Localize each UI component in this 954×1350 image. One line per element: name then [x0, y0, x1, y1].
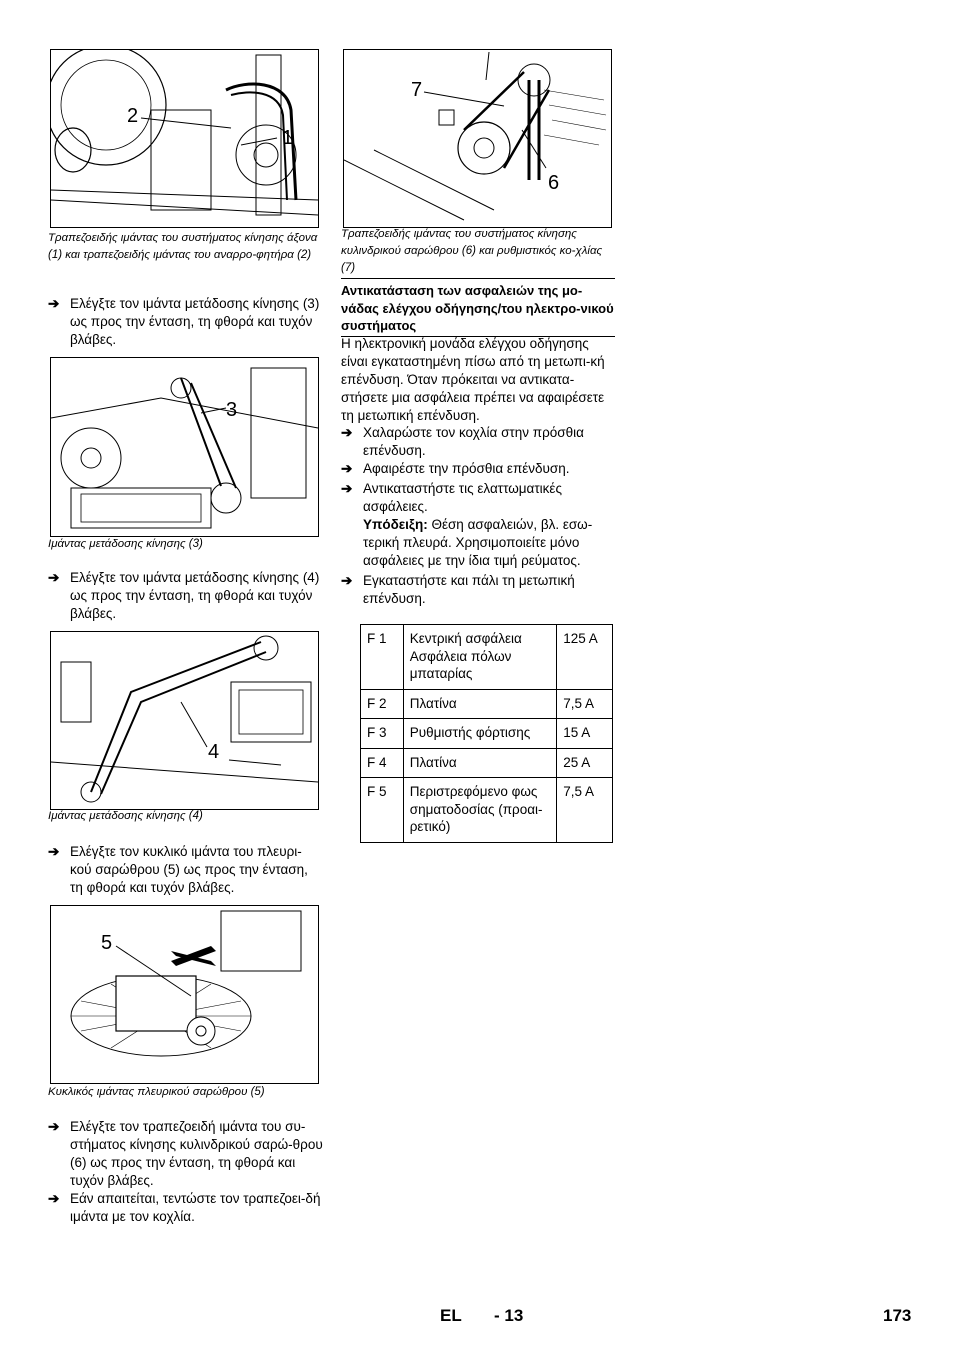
side-broom-illustration	[51, 906, 318, 1083]
fuse-id: F 1	[361, 625, 404, 690]
instruction-step: ➔ Αφαιρέστε την πρόσθια επένδυση.	[341, 461, 570, 476]
callout-5: 5	[101, 932, 113, 954]
fuse-id: F 2	[361, 689, 404, 719]
fuse-description: Κεντρική ασφάλεια Ασφάλεια πόλων μπαταρίας	[403, 625, 556, 690]
note-label: Υπόδειξη:	[363, 517, 428, 532]
section-heading: Αντικατάσταση των ασφαλειών της μο-νάδας ελέγχου οδήγησης/του ηλεκτρο-νικού συστήματος	[341, 283, 614, 333]
heading-rule-top	[341, 278, 615, 279]
fuse-id: F 4	[361, 748, 404, 778]
instruction-step: ➔ Εγκαταστήστε και πάλι τη μετωπική επένδυση.	[341, 573, 575, 606]
fuse-description: Περιστρεφόμενο φως σηματοδοσίας (προαι-ρετικό)	[403, 778, 556, 843]
figure-caption: Τραπεζοειδής ιμάντας του συστήματος κίνησης άξονα (1) και τραπεζοειδής ιμάντας του αναρρο-φητήρα (2)	[48, 232, 318, 261]
note-paragraph	[363, 516, 617, 570]
instruction-step: ➔ Χαλαρώστε τον κοχλία στην πρόσθια επένδυση.	[341, 425, 584, 458]
footer-page-number: 173	[883, 1306, 912, 1325]
callout-2: 2	[127, 105, 139, 127]
footer-language: EL	[440, 1306, 462, 1325]
callout-7: 7	[411, 79, 423, 101]
fuse-description: Πλατίνα	[403, 748, 556, 778]
figure-drive-belt-4	[50, 631, 319, 810]
figure-caption: Ιμάντας μετάδοσης κίνησης (4)	[48, 810, 203, 822]
figure-drive-belt-3	[50, 357, 319, 537]
instruction-step: ➔ Αντικαταστήστε τις ελαττωματικές ασφάλειες.	[341, 481, 562, 514]
fuse-id: F 5	[361, 778, 404, 843]
belt-drive-illustration	[51, 50, 318, 227]
intro-paragraph: Η ηλεκτρονική μονάδα ελέγχου οδήγησης είναι εγκαταστημένη πίσω από τη μετωπι-κή επένδυση. Όταν πρόκειται να αντικατα-στήσετε μια ασφάλεια πρέπει να αφαιρέσετε τη μετωπική επένδυση.	[341, 336, 605, 423]
arrow-right-icon: ➔	[48, 844, 60, 859]
fuse-rating: 125 A	[557, 625, 613, 690]
fuse-description: Ρυθμιστής φόρτισης	[403, 719, 556, 749]
fuse-rating: 25 A	[557, 748, 613, 778]
callout-1: 1	[282, 127, 294, 149]
table-row	[361, 719, 613, 749]
table-row	[361, 625, 613, 690]
fuse-table	[360, 624, 613, 843]
instruction-step: ➔ Ελέγξτε τον κυκλικό ιμάντα του πλευρι-κού σαρώθρου (5) ως προς την ένταση, τη φθορά και τυχόν βλάβες.	[48, 844, 308, 895]
arrow-right-icon: ➔	[341, 481, 353, 496]
belt-drive-illustration	[51, 358, 318, 536]
arrow-right-icon: ➔	[341, 461, 353, 476]
fuse-rating: 7,5 A	[557, 778, 613, 843]
arrow-right-icon: ➔	[341, 425, 353, 440]
arrow-right-icon: ➔	[48, 296, 60, 311]
fuse-description: Πλατίνα	[403, 689, 556, 719]
instruction-step: ➔ Ελέγξτε τον ιμάντα μετάδοσης κίνησης (4) ως προς την ένταση, τη φθορά και τυχόν βλάβες.	[48, 570, 320, 621]
callout-4: 4	[208, 741, 220, 763]
instruction-step: ➔ Ελέγξτε τον τραπεζοειδή ιμάντα του συ-στήματος κίνησης κυλινδρικού σαρώ-θρου (6) ως προς την ένταση, τη φθορά και τυχόν βλάβες.	[48, 1119, 323, 1188]
figure-caption: Ιμάντας μετάδοσης κίνησης (3)	[48, 538, 203, 550]
note-text: Θέση ασφαλειών, βλ. εσω-τερική πλευρά. Χρησιμοποιείτε μόνο ασφάλειες με την ίδια τιμή ρεύματος.	[363, 517, 593, 568]
belt-drive-illustration	[51, 632, 318, 809]
arrow-right-icon: ➔	[48, 1191, 60, 1206]
table-row	[361, 778, 613, 843]
figure-roller-broom-belt	[343, 49, 612, 228]
table-row	[361, 689, 613, 719]
callout-6: 6	[548, 172, 560, 194]
callout-3: 3	[226, 399, 238, 421]
roller-broom-illustration	[344, 50, 611, 227]
arrow-right-icon: ➔	[48, 570, 60, 585]
footer-section: - 13	[494, 1306, 524, 1325]
figure-axle-belt	[50, 49, 319, 228]
fuse-id: F 3	[361, 719, 404, 749]
figure-caption: Τραπεζοειδής ιμάντας του συστήματος κίνησης κυλινδρικού σαρώθρου (6) και ρυθμιστικός κο-χλίας (7)	[341, 228, 603, 274]
figure-side-broom-belt	[50, 905, 319, 1084]
table-row	[361, 748, 613, 778]
instruction-step: ➔ Ελέγξτε τον ιμάντα μετάδοσης κίνησης (3) ως προς την ένταση, τη φθορά και τυχόν βλάβες.	[48, 296, 320, 347]
figure-caption: Κυκλικός ιμάντας πλευρικού σαρώθρου (5)	[48, 1086, 265, 1098]
instruction-step: ➔ Εάν απαιτείται, τεντώστε τον τραπεζοει-δή ιμάντα με τον κοχλία.	[48, 1191, 321, 1224]
arrow-right-icon: ➔	[48, 1119, 60, 1134]
fuse-rating: 15 A	[557, 719, 613, 749]
arrow-right-icon: ➔	[341, 573, 353, 588]
fuse-rating: 7,5 A	[557, 689, 613, 719]
